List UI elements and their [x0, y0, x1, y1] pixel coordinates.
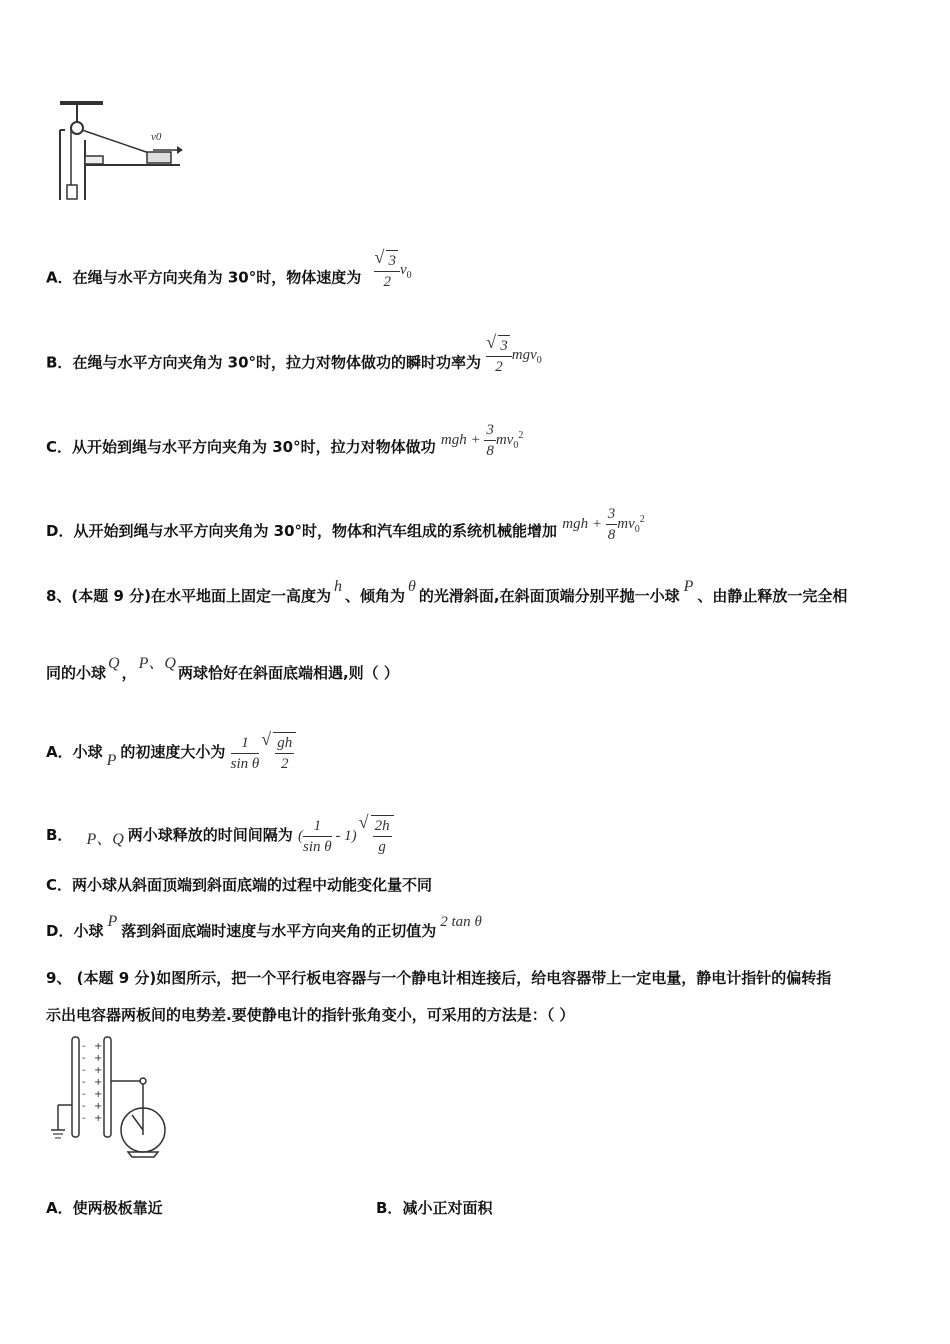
q7-option-b-letter: B．: [46, 353, 73, 372]
svg-text:+: +: [94, 1041, 103, 1052]
q7-option-a-letter: A．: [46, 268, 73, 287]
q7-option-a-text: 在绳与水平方向夹角为 30°时，物体速度为: [72, 268, 362, 287]
q7-option-c-text: 从开始到绳与水平方向夹角为 30°时，拉力对物体做功: [72, 437, 436, 456]
q9-stem-line-1: 9、 (本题 9 分)如图所示，把一个平行板电容器与一个静电计相连接后，给电容器带上一定电量，静电计指针的偏转指: [46, 969, 832, 987]
svg-text:+: +: [94, 1089, 103, 1100]
q8-option-d: [46, 913, 482, 941]
q8-angle-symbol: θ: [408, 578, 416, 595]
q8-option-b-letter: B．: [46, 825, 73, 844]
q8-option-b: [46, 815, 394, 857]
q8-stem-part-1: 8、(本题 9 分)在水平地面上固定一高度为: [46, 587, 332, 605]
q7-option-c-letter: C．: [46, 437, 73, 456]
svg-text:-: -: [82, 1053, 86, 1064]
q8-stem-part-7: 两球恰好在斜面底端相遇,则（ ）: [177, 664, 399, 682]
svg-text:+: +: [94, 1065, 103, 1076]
q8-option-c-letter: C．: [46, 876, 73, 894]
q9-option-b-text: 减小正对面积: [402, 1199, 493, 1217]
svg-text:-: -: [82, 1077, 86, 1088]
q9-stem-line-2: 示出电容器两板间的电势差.要使静电计的指针张角变小，可采用的方法是：（ ）: [46, 1006, 575, 1024]
q8-ball-q-symbol: Q: [108, 655, 120, 672]
q8-option-a-p: P: [106, 751, 117, 769]
q8-option-b-text: 两小球释放的时间间隔为: [127, 825, 293, 844]
svg-text:-: -: [82, 1065, 86, 1076]
q8-height-symbol: h: [334, 578, 343, 595]
q7-option-a: [46, 253, 412, 300]
q8-option-d-letter: D．: [46, 922, 74, 940]
q9-option-b-letter: B．: [376, 1199, 403, 1217]
q8-option-d-text-1: 小球: [73, 922, 104, 940]
figure-v0-label: v0: [151, 131, 162, 143]
q7-option-b-text: 在绳与水平方向夹角为 30°时，拉力对物体做功的瞬时功率为: [72, 353, 482, 372]
q8-option-c-text: 两小球从斜面顶端到斜面底端的过程中动能变化量不同: [72, 876, 433, 894]
q7-option-c-formula: mgh + $\frac{3}{8}$ $mv_0^2$: [440, 422, 524, 459]
q8-stem-part-4: 、由静止释放一完全相: [697, 587, 848, 605]
svg-text:+: +: [94, 1101, 103, 1112]
q8-option-b-pq: P、Q: [86, 830, 124, 848]
q8-option-a: [46, 732, 296, 774]
q9-option-a: [46, 1197, 163, 1218]
q7-option-d-text: 从开始到绳与水平方向夹角为 30°时，物体和汽车组成的系统机械能增加: [73, 521, 558, 540]
pulley-car-figure: [55, 100, 185, 205]
q7-option-b: [46, 338, 542, 385]
q8-stem-line-1: [46, 578, 848, 606]
svg-text:-: -: [82, 1101, 86, 1112]
q7-option-d-formula: mgh + $\frac{3}{8}$ $mv_0^2$: [562, 506, 645, 543]
q8-option-b-formula: ( $\frac{1}{\text{sin θ}}$ - 1) √ $\frac{2h}{g}$: [298, 828, 394, 844]
q8-stem-line-2: [46, 655, 399, 683]
q8-option-d-text-2: 落到斜面底端时速度与水平方向夹角的正切值为: [121, 922, 437, 940]
q8-stem-part-2: 、倾角为: [345, 587, 406, 605]
q9-option-b: [376, 1197, 492, 1218]
q8-option-a-letter: A．: [46, 742, 73, 761]
q7-option-c: [46, 422, 524, 469]
q8-option-a-formula: $\frac{1}{\text{sin θ}}$ √ $\frac{gh}{2}$: [231, 745, 297, 761]
svg-text:+: +: [94, 1077, 103, 1088]
q8-stem-part-6: ，: [121, 664, 137, 682]
q8-stem-part-5: 同的小球: [46, 664, 107, 682]
q8-option-a-text-1: 小球: [72, 742, 103, 761]
q9-option-a-letter: A．: [46, 1199, 73, 1217]
q8-ball-pq-symbol: P、Q: [138, 655, 176, 672]
svg-text:+: +: [94, 1053, 103, 1064]
svg-text:+: +: [94, 1113, 103, 1124]
q8-option-a-text-2: 的初速度大小为: [120, 742, 226, 761]
svg-text:-: -: [82, 1113, 86, 1124]
q7-option-b-formula: √ $\frac{3}{2}$ mgv$_0$: [486, 355, 542, 371]
q8-option-d-formula: 2 tan θ: [440, 914, 482, 930]
svg-text:-: -: [82, 1041, 86, 1052]
q7-option-d: [46, 506, 645, 553]
q8-option-d-p: P: [107, 913, 118, 930]
q7-option-d-letter: D．: [46, 521, 74, 540]
capacitor-electrometer-figure: [48, 1035, 193, 1160]
q8-stem-part-3: 的光滑斜面,在斜面顶端分别平抛一小球: [418, 587, 680, 605]
q8-option-c: [46, 874, 432, 895]
q7-option-a-formula: √ $\frac{3}{2}$ $v_0$: [374, 270, 411, 286]
q8-ball-p-symbol: P: [683, 578, 694, 595]
svg-text:-: -: [82, 1089, 86, 1100]
q9-option-a-text: 使两极板靠近: [72, 1199, 163, 1217]
